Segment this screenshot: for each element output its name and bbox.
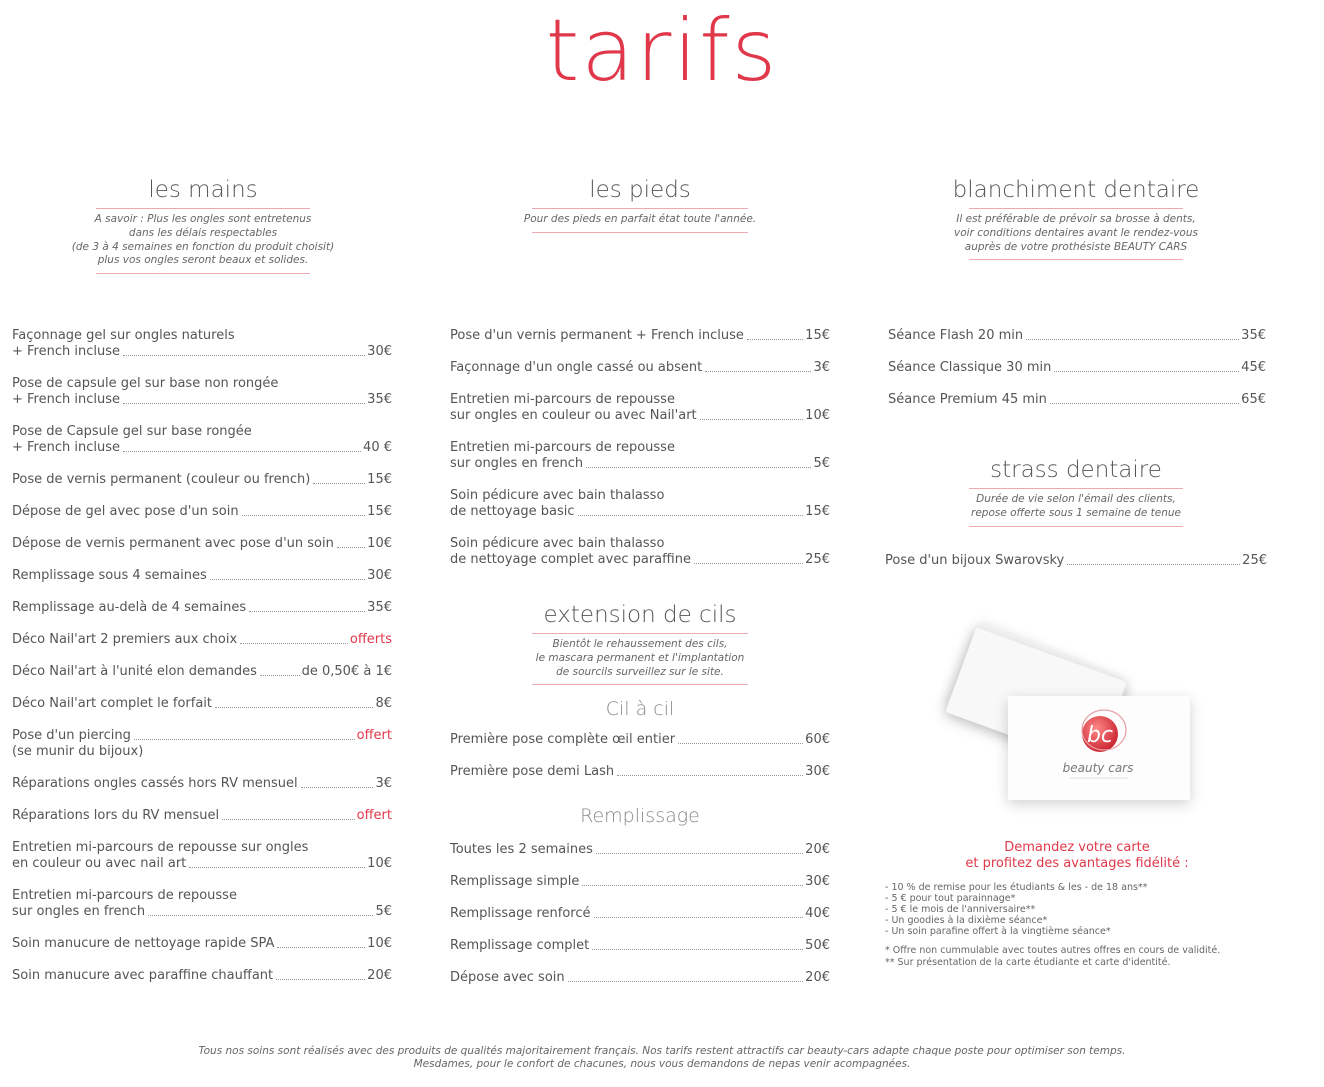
price-value: 30€ — [367, 568, 392, 583]
price-row — [888, 328, 1266, 344]
section-strass-header — [930, 458, 1222, 527]
section-title: les pieds — [589, 177, 691, 203]
note-line: repose offerte sous 1 semaine de tenue — [971, 506, 1181, 519]
price-item — [12, 504, 392, 520]
price-value: 40€ — [805, 906, 830, 921]
price-value: 10€ — [367, 936, 392, 951]
price-value: 3€ — [813, 360, 830, 375]
price-item-line: Soin pédicure avec bain thalasso — [450, 536, 665, 551]
note-line: (de 3 à 4 semaines en fonction du produit choisit) — [71, 240, 335, 253]
price-item — [12, 536, 392, 552]
footnote: * Offre non cummulable avec toutes autres offres en cours de validité. — [885, 945, 1221, 956]
dot-leader — [568, 981, 804, 982]
price-value: 65€ — [1241, 392, 1266, 407]
subsection-remplissage: Remplissage — [580, 805, 700, 827]
section-title: extension de cils — [543, 602, 737, 628]
loyalty-benefit: - Un soin parafine offert à la vingtième séance* — [885, 926, 1111, 937]
price-row — [12, 504, 392, 520]
price-item-label: de nettoyage complet avec paraffine — [450, 552, 691, 567]
price-row — [12, 728, 392, 744]
dot-leader — [189, 867, 365, 868]
dot-leader — [215, 707, 373, 708]
price-item-label: sur ongles en french — [450, 456, 584, 471]
price-item-label: Remplissage simple — [450, 874, 580, 889]
dot-leader — [586, 467, 811, 468]
footnote: ** Sur présentation de la carte étudiante et carte d'identité. — [885, 957, 1171, 968]
section-note — [62, 213, 344, 268]
price-item-label: Déco Nail'art complet le forfait — [12, 696, 212, 711]
price-value: 3€ — [375, 776, 392, 791]
price-item — [12, 472, 392, 488]
price-row — [450, 938, 830, 954]
price-item-label: Séance Premium 45 min — [888, 392, 1047, 407]
price-row — [12, 776, 392, 792]
price-item-label: Déco Nail'art 2 premiers aux choix — [12, 632, 238, 647]
price-row — [450, 552, 830, 568]
price-item-label: Soin manucure de nettoyage rapide SPA — [12, 936, 275, 951]
subsection-cil-a-cil: Cil à cil — [605, 698, 675, 720]
section-note — [930, 493, 1222, 520]
price-item — [12, 424, 392, 456]
price-item-label: + French incluse — [12, 440, 120, 455]
note-line: dans les délais respectables — [128, 226, 278, 239]
price-item-label: Remplissage sous 4 semaines — [12, 568, 207, 583]
price-item — [450, 392, 830, 424]
footer-line: Mesdames, pour le confort de chacunes, nous vous demandons de nepas venir acompagnées. — [413, 1058, 911, 1070]
price-item — [450, 906, 830, 922]
dot-leader — [276, 979, 365, 980]
divider — [532, 684, 748, 685]
dot-leader — [222, 819, 355, 820]
page-footer — [0, 1045, 1324, 1071]
price-item-line: Soin pédicure avec bain thalasso — [450, 488, 665, 503]
loyalty-benefit: - 5 € pour tout parainnage* — [885, 893, 1016, 904]
loyalty-benefit: - Un goodies à la dixième séance* — [885, 915, 1048, 926]
price-item — [12, 776, 392, 792]
price-item-line: Pose de capsule gel sur base non rongée — [12, 376, 279, 391]
note-line: Bientôt le rehaussement des cils, — [552, 638, 728, 651]
price-item-label: Dépose de vernis permanent avec pose d'un soin — [12, 536, 334, 551]
price-row — [888, 392, 1266, 408]
price-item-label: Remplissage au-delà de 4 semaines — [12, 600, 247, 615]
dot-leader — [210, 579, 365, 580]
price-item-label: sur ongles en french — [12, 904, 146, 919]
price-row — [450, 456, 830, 472]
price-value: offert — [356, 808, 392, 823]
price-item-label: Toutes les 2 semaines — [450, 842, 593, 857]
dot-leader — [592, 949, 803, 950]
price-item — [12, 936, 392, 952]
price-item — [450, 328, 830, 344]
price-row — [450, 408, 830, 424]
price-value: 30€ — [805, 764, 830, 779]
price-value: 20€ — [805, 842, 830, 857]
price-item-label: sur ongles en couleur ou avec Nail'art — [450, 408, 697, 423]
loyalty-title-line: Demandez votre carte — [1004, 840, 1150, 855]
dot-leader — [123, 355, 365, 356]
note-line: le mascara permanent et l'implantation — [535, 651, 745, 664]
price-item-label: Séance Flash 20 min — [888, 328, 1024, 343]
note-line: A savoir : Plus les ongles sont entretenus — [94, 213, 312, 226]
dot-leader — [700, 419, 804, 420]
price-item — [888, 360, 1266, 376]
price-item-line: Pose de Capsule gel sur base rongée — [12, 424, 252, 439]
loyalty-title — [885, 840, 1269, 872]
price-item — [450, 732, 830, 748]
dot-leader — [240, 643, 348, 644]
price-row — [12, 632, 392, 648]
price-row — [888, 360, 1266, 376]
price-item-label: Façonnage d'un ongle cassé ou absent — [450, 360, 703, 375]
price-row — [12, 808, 392, 824]
price-value: 35€ — [1241, 328, 1266, 343]
price-item-label: + French incluse — [12, 392, 120, 407]
dot-leader — [617, 775, 803, 776]
price-value: 15€ — [805, 328, 830, 343]
price-item-label: Déco Nail'art à l'unité elon demandes — [12, 664, 257, 679]
price-item-line: Entretien mi-parcours de repousse sur ongles — [12, 840, 309, 855]
dot-leader — [1067, 564, 1240, 565]
loyalty-footnotes — [885, 945, 1269, 969]
dot-leader — [313, 483, 365, 484]
section-note — [500, 213, 780, 227]
loyalty-benefit: - 5 € le mois de l'anniversaire** — [885, 904, 1036, 915]
section-pieds-header — [500, 178, 780, 233]
price-value: 10€ — [367, 536, 392, 551]
price-row — [885, 553, 1267, 569]
price-item-label: Pose d'un vernis permanent + French incluse — [450, 328, 744, 343]
dot-leader — [134, 739, 355, 740]
divider — [969, 488, 1183, 489]
price-value: 30€ — [367, 344, 392, 359]
price-item-label: Soin manucure avec paraffine chauffant — [12, 968, 274, 983]
divider — [96, 273, 310, 274]
dot-leader — [301, 787, 374, 788]
price-item — [12, 888, 392, 920]
price-item-label: Pose de vernis permanent (couleur ou french) — [12, 472, 311, 487]
price-item-label: + French incluse — [12, 344, 120, 359]
price-item — [12, 728, 392, 760]
price-value: 5€ — [375, 904, 392, 919]
price-value: 15€ — [367, 504, 392, 519]
price-row — [450, 360, 830, 376]
section-title: blanchiment dentaire — [952, 177, 1200, 203]
price-value: 15€ — [805, 504, 830, 519]
note-line: Pour des pieds en parfait état toute l'année. — [523, 213, 757, 226]
price-item — [450, 842, 830, 858]
card-logo-text: bc — [1086, 723, 1114, 748]
price-row — [450, 906, 830, 922]
brand-logo-icon — [1008, 696, 1190, 800]
price-item-label: Première pose demi Lash — [450, 764, 615, 779]
price-row — [12, 664, 392, 680]
section-mains-header — [62, 178, 344, 274]
price-row — [450, 504, 830, 520]
divider — [969, 526, 1183, 527]
price-item — [12, 632, 392, 648]
price-item — [12, 968, 392, 984]
price-value: 15€ — [367, 472, 392, 487]
dot-leader — [242, 515, 366, 516]
dot-leader — [249, 611, 365, 612]
price-value: 50€ — [805, 938, 830, 953]
price-value: 8€ — [375, 696, 392, 711]
dot-leader — [705, 371, 811, 372]
price-item-label: en couleur ou avec nail art — [12, 856, 187, 871]
price-item-label: de nettoyage basic — [450, 504, 575, 519]
price-row — [12, 344, 392, 360]
price-item — [450, 938, 830, 954]
footer-line: Tous nos soins sont réalisés avec des produits de qualités majoritairement français. Nos tarifs restent attractifs car beauty-cars adapte chaque poste pour optimiser son temps. — [198, 1045, 1126, 1057]
note-line: auprès de votre prothésiste BEAUTY CARS — [964, 240, 1188, 253]
price-item — [12, 664, 392, 680]
price-item — [888, 392, 1266, 408]
price-row — [12, 600, 392, 616]
price-item-label: Première pose complète œil entier — [450, 732, 676, 747]
price-row — [12, 696, 392, 712]
price-item — [450, 970, 830, 986]
price-item — [12, 376, 392, 408]
dot-leader — [148, 915, 373, 916]
price-value: 45€ — [1241, 360, 1266, 375]
price-row — [12, 856, 392, 872]
price-value: offert — [356, 728, 392, 743]
price-row — [450, 842, 830, 858]
price-value: 60€ — [805, 732, 830, 747]
price-row — [12, 440, 392, 456]
dot-leader — [594, 917, 804, 918]
price-item-label: Séance Classique 30 min — [888, 360, 1052, 375]
price-item — [450, 874, 830, 890]
card-brand-text: beauty cars — [1062, 761, 1134, 775]
dot-leader — [260, 675, 300, 676]
price-item — [12, 328, 392, 360]
loyalty-benefit: - 10 % de remise pour les étudiants & les - de 18 ans** — [885, 882, 1148, 893]
dot-leader — [578, 515, 804, 516]
card-front — [1008, 696, 1190, 800]
price-row — [12, 472, 392, 488]
price-item-line: (se munir du bijoux) — [12, 744, 144, 759]
price-value: 20€ — [805, 970, 830, 985]
price-item — [450, 536, 830, 568]
section-cils-header — [500, 603, 780, 685]
divider — [96, 208, 310, 209]
price-item-label: Dépose avec soin — [450, 970, 565, 985]
price-value: 35€ — [367, 392, 392, 407]
price-row — [450, 874, 830, 890]
price-item — [12, 840, 392, 872]
dot-leader — [582, 885, 803, 886]
section-note — [930, 213, 1222, 254]
price-item — [450, 488, 830, 520]
price-value: 40 € — [363, 440, 392, 455]
price-row — [450, 764, 830, 780]
divider — [969, 259, 1183, 260]
price-item-line: Façonnage gel sur ongles naturels — [12, 328, 235, 343]
price-item — [450, 360, 830, 376]
dot-leader — [123, 403, 365, 404]
price-item-label: Pose d'un bijoux Swarovsky — [885, 553, 1065, 568]
dot-leader — [277, 947, 365, 948]
note-line: Durée de vie selon l'émail des clients, — [976, 493, 1176, 506]
price-item-label: Remplissage complet — [450, 938, 590, 953]
price-value: 10€ — [805, 408, 830, 423]
dot-leader — [694, 563, 803, 564]
price-value: 35€ — [367, 600, 392, 615]
section-note — [500, 638, 780, 679]
loyalty-benefits — [885, 882, 1269, 937]
price-item-line: Entretien mi-parcours de repousse — [450, 440, 675, 455]
price-item-line: Entretien mi-parcours de repousse — [12, 888, 237, 903]
price-item — [885, 553, 1267, 569]
divider — [532, 208, 748, 209]
dot-leader — [596, 853, 803, 854]
note-line: plus vos ongles seront beaux et solides. — [97, 254, 309, 267]
section-blanchiment-header — [930, 178, 1222, 260]
price-item — [12, 696, 392, 712]
business-card-image — [900, 628, 1200, 808]
dot-leader — [1050, 403, 1239, 404]
note-line: de sourcils surveillez sur le site. — [556, 665, 724, 678]
divider — [532, 232, 748, 233]
price-value: de 0,50€ à 1€ — [301, 664, 392, 679]
note-line: voir conditions dentaires avant le rendez-vous — [954, 226, 1198, 239]
price-item — [450, 764, 830, 780]
price-value: 25€ — [805, 552, 830, 567]
dot-leader — [123, 451, 361, 452]
price-item-label: Pose d'un piercing — [12, 728, 131, 743]
price-item-line: Entretien mi-parcours de repousse — [450, 392, 675, 407]
divider — [532, 633, 748, 634]
section-title: les mains — [148, 177, 258, 203]
price-item — [888, 328, 1266, 344]
note-line: Il est préférable de prévoir sa brosse à dents, — [956, 213, 1196, 226]
price-item-label: Réparations ongles cassés hors RV mensuel — [12, 776, 298, 791]
price-value: 20€ — [367, 968, 392, 983]
dot-leader — [747, 339, 803, 340]
dot-leader — [337, 547, 365, 548]
price-row — [12, 536, 392, 552]
price-item-label: Réparations lors du RV mensuel — [12, 808, 220, 823]
dot-leader — [678, 743, 803, 744]
price-value: 5€ — [813, 456, 830, 471]
page-title: tarifs — [545, 1, 779, 101]
price-row — [12, 568, 392, 584]
price-row — [12, 904, 392, 920]
price-row — [12, 936, 392, 952]
divider — [969, 208, 1183, 209]
price-item — [12, 808, 392, 824]
dot-leader — [1054, 371, 1239, 372]
price-value: offerts — [349, 632, 392, 647]
price-item — [450, 440, 830, 472]
loyalty-section — [885, 840, 1269, 969]
loyalty-title-line: et profitez des avantages fidélité : — [965, 856, 1189, 871]
price-value: 25€ — [1242, 553, 1267, 568]
price-item — [12, 600, 392, 616]
dot-leader — [1026, 339, 1239, 340]
price-item-label: Dépose de gel avec pose d'un soin — [12, 504, 239, 519]
price-item-label: Remplissage renforcé — [450, 906, 591, 921]
price-value: 30€ — [805, 874, 830, 889]
price-row — [12, 968, 392, 984]
price-row — [450, 328, 830, 344]
price-row — [450, 732, 830, 748]
price-row — [450, 970, 830, 986]
price-value: 10€ — [367, 856, 392, 871]
price-row — [12, 392, 392, 408]
section-title: strass dentaire — [990, 457, 1162, 483]
price-item — [12, 568, 392, 584]
